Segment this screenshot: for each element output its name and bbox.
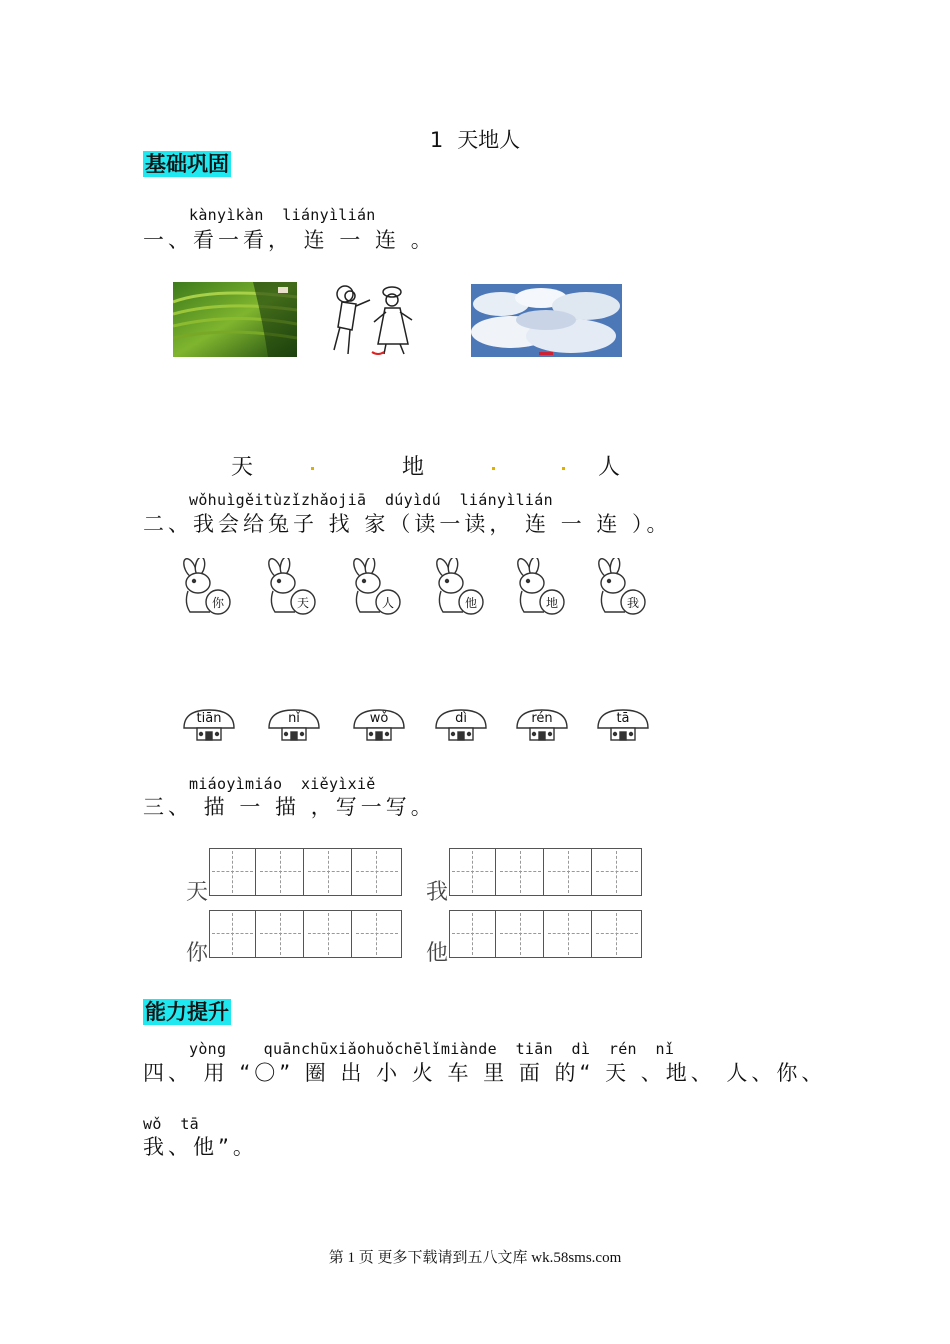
q4-text-1: 四、 用 “〇” 圈 出 小 火 车 里 面 的“ 天 、地、 人、你、 [143,1061,827,1085]
rabbit-character: 我 [627,596,640,610]
dancing-people-image [330,282,425,357]
word-tian: 天 [231,455,254,480]
connect-dot[interactable] [492,467,495,470]
section-advanced: 能力提升 [145,1000,229,1024]
rabbit-icon [265,558,321,616]
q3-text: 三、 描 一 描 ，写一写。 [143,795,436,819]
mushroom-house[interactable] [181,708,237,742]
q4-pinyin-2: wǒ tā [143,1115,199,1133]
title-text: 天地人 [457,128,521,152]
mushroom-house[interactable] [351,708,407,742]
mushroom-house[interactable] [514,708,570,742]
rabbit[interactable] [180,558,236,616]
rabbit-character: 人 [382,596,395,610]
mushroom-house[interactable] [266,708,322,742]
q4-pinyin-1: yòng quānchūxiǎohuǒchēlǐmiànde tiān dì rén nǐ [189,1040,675,1058]
writing-grid[interactable] [209,848,402,896]
rabbit-icon [180,558,236,616]
q1-pinyin: kànyìkàn liányìlián [189,206,376,224]
cloudy-sky-image [471,284,622,357]
trace-char-ni: 你 [186,941,209,966]
writing-grid[interactable] [209,910,402,958]
mushroom-house[interactable] [433,708,489,742]
section-basic: 基础巩固 [145,152,229,176]
rabbit[interactable] [265,558,321,616]
rabbit[interactable] [514,558,570,616]
title-number: 1 [429,128,444,152]
mushroom-pinyin: tiān [196,711,222,726]
q3-pinyin: miáoyìmiáo xiěyìxiě [189,775,376,793]
rabbit-character: 天 [297,596,310,610]
mushroom-pinyin: rén [531,711,553,726]
q1-text: 一、看一看， 连 一 连 。 [143,228,436,252]
rabbit-icon [514,558,570,616]
mushroom-house[interactable] [595,708,651,742]
rabbit-icon [350,558,406,616]
rabbit[interactable] [350,558,406,616]
page-title [0,124,950,154]
trace-char-tian: 天 [186,880,209,905]
terraced-fields-image [173,282,297,357]
trace-char-ta: 他 [426,941,449,966]
q2-pinyin: wǒhuìgěitùzǐzhǎojiā dúyìdú liányìlián [189,491,553,509]
rabbit-icon [595,558,651,616]
word-di: 地 [402,455,425,480]
q4-text-2: 我、他”。 [143,1135,258,1159]
rabbit-icon [433,558,489,616]
mushroom-pinyin: wǒ [369,711,389,726]
trace-char-wo: 我 [426,880,449,905]
rabbit[interactable] [595,558,651,616]
rabbit[interactable] [433,558,489,616]
mushroom-pinyin: tā [616,711,630,726]
rabbit-character: 他 [465,596,478,610]
mushroom-pinyin: dì [455,711,467,726]
connect-dot[interactable] [311,467,314,470]
q2-text: 二、我会给兔子 找 家（读一读， 连 一 连 ）。 [143,512,672,536]
connect-dot[interactable] [562,467,565,470]
writing-grid[interactable] [449,848,642,896]
mushroom-pinyin: nǐ [288,711,300,726]
rabbit-character: 你 [212,596,225,610]
word-ren: 人 [598,455,621,480]
writing-grid[interactable] [449,910,642,958]
rabbit-character: 地 [546,596,559,610]
page-footer: 第 1 页 更多下载请到五八文库 wk.58sms.com [328,1250,622,1266]
